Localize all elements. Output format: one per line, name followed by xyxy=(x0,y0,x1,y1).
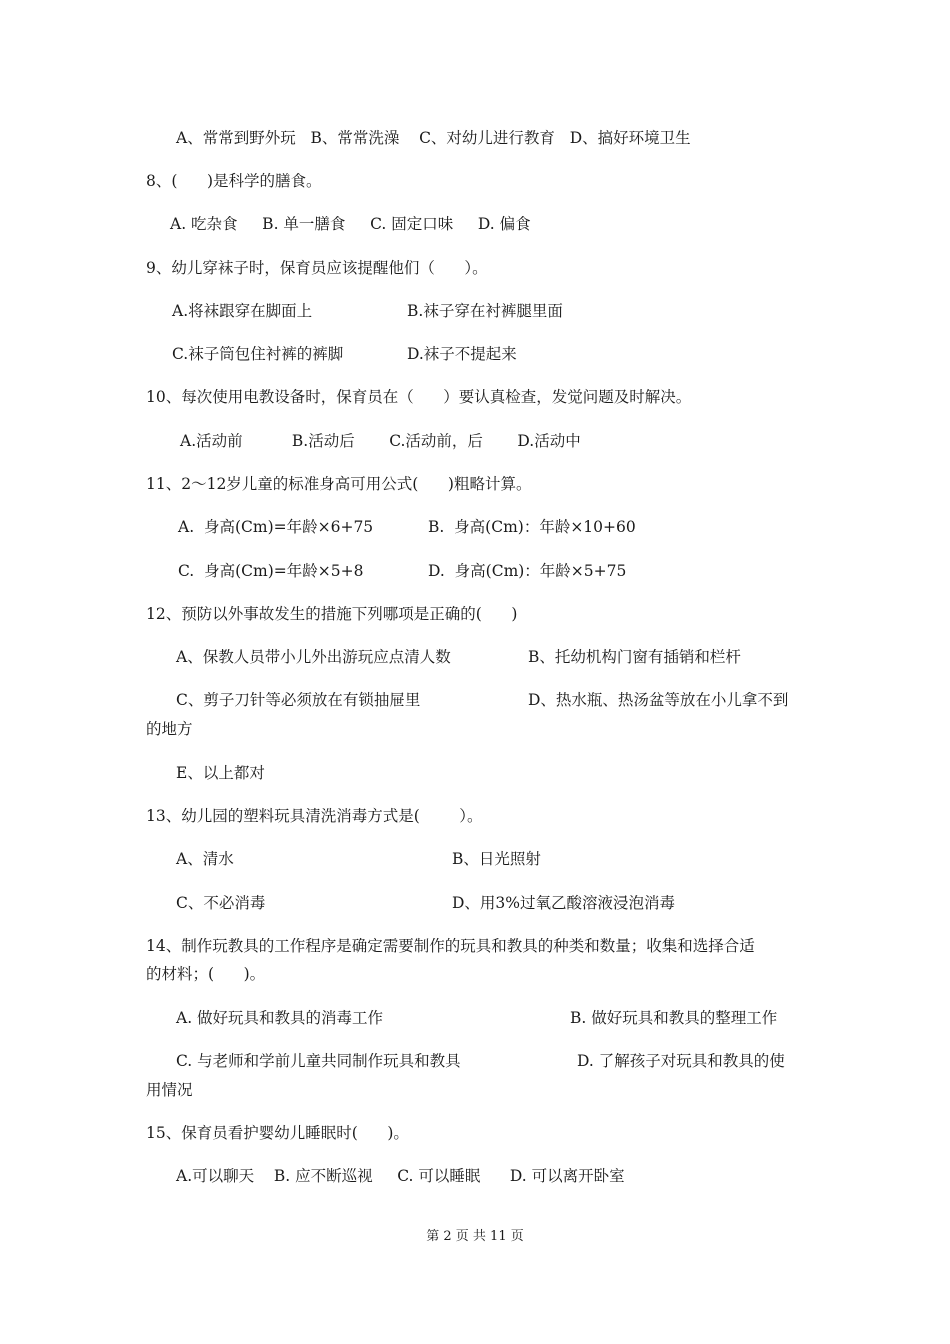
q14-option-b: B. 做好玩具和教具的整理工作 xyxy=(570,1009,778,1027)
q14-option-d: D. 了解孩子对玩具和教具的使 xyxy=(577,1052,785,1070)
q13-option-a: A、清水 xyxy=(176,850,234,868)
q7-options: A、常常到野外玩 B、常常洗澡 C、对幼儿进行教育 D、搞好环境卫生 xyxy=(176,129,691,147)
q13-option-d: D、用3%过氧乙酸溶液浸泡消毒 xyxy=(452,894,676,912)
question-12: 12、预防以外事故发生的措施下列哪项是正确的( ) xyxy=(146,605,518,623)
q8-options: A. 吃杂食 B. 单一膳食 C. 固定口味 D. 偏食 xyxy=(170,215,531,233)
q13-option-b: B、日光照射 xyxy=(452,850,541,868)
question-14: 14、制作玩教具的工作程序是确定需要制作的玩具和教具的种类和数量；收集和选择合适 xyxy=(146,937,755,955)
question-10: 10、每次使用电教设备时，保育员在（ ）要认真检查，发觉问题及时解决。 xyxy=(146,388,692,406)
q9-option-a: A.将袜跟穿在脚面上 xyxy=(172,302,313,320)
question-8: 8、( )是科学的膳食。 xyxy=(146,172,322,190)
q12-option-a: A、保教人员带小儿外出游玩应点清人数 xyxy=(176,648,451,666)
page-footer: 第 2 页 共 11 页 xyxy=(426,1229,524,1244)
q14-option-d-cont: 用情况 xyxy=(146,1081,193,1099)
q14-option-c: C. 与老师和学前儿童共同制作玩具和教具 xyxy=(176,1052,461,1070)
question-13: 13、幼儿园的塑料玩具清洗消毒方式是( ）。 xyxy=(146,807,483,825)
question-14-cont: 的材料；( )。 xyxy=(146,965,266,983)
q10-options: A.活动前 B.活动后 C.活动前，后 D.活动中 xyxy=(180,432,581,450)
question-9: 9、幼儿穿袜子时，保育员应该提醒他们（ ）。 xyxy=(146,259,488,277)
q11-option-a: A. 身高(Cm)=年龄×6+75 xyxy=(178,518,374,536)
q12-option-d: D、热水瓶、热汤盆等放在小儿拿不到 xyxy=(528,691,789,709)
question-15: 15、保育员看护婴幼儿睡眠时( )。 xyxy=(146,1124,409,1142)
q12-option-b: B、托幼机构门窗有插销和栏杆 xyxy=(528,648,741,666)
q11-option-c: C. 身高(Cm)=年龄×5+8 xyxy=(178,562,364,580)
q11-option-d: D. 身高(Cm)：年龄×5+75 xyxy=(428,562,627,580)
q12-option-c: C、剪子刀针等必须放在有锁抽屉里 xyxy=(176,691,421,709)
question-11: 11、2～12岁儿童的标准身高可用公式( )粗略计算。 xyxy=(146,475,532,493)
q11-option-b: B. 身高(Cm)：年龄×10+60 xyxy=(428,518,636,536)
q15-options: A.可以聊天 B. 应不断巡视 C. 可以睡眠 D. 可以离开卧室 xyxy=(176,1167,625,1185)
q9-option-b: B.袜子穿在衬裤腿里面 xyxy=(407,302,563,320)
q14-option-a: A. 做好玩具和教具的消毒工作 xyxy=(176,1009,384,1027)
q12-option-d-cont: 的地方 xyxy=(146,720,193,738)
q13-option-c: C、不必消毒 xyxy=(176,894,266,912)
q9-option-c: C.袜子筒包住衬裤的裤脚 xyxy=(172,345,344,363)
q12-option-e: E、以上都对 xyxy=(176,764,265,782)
q9-option-d: D.袜子不提起来 xyxy=(407,345,517,363)
